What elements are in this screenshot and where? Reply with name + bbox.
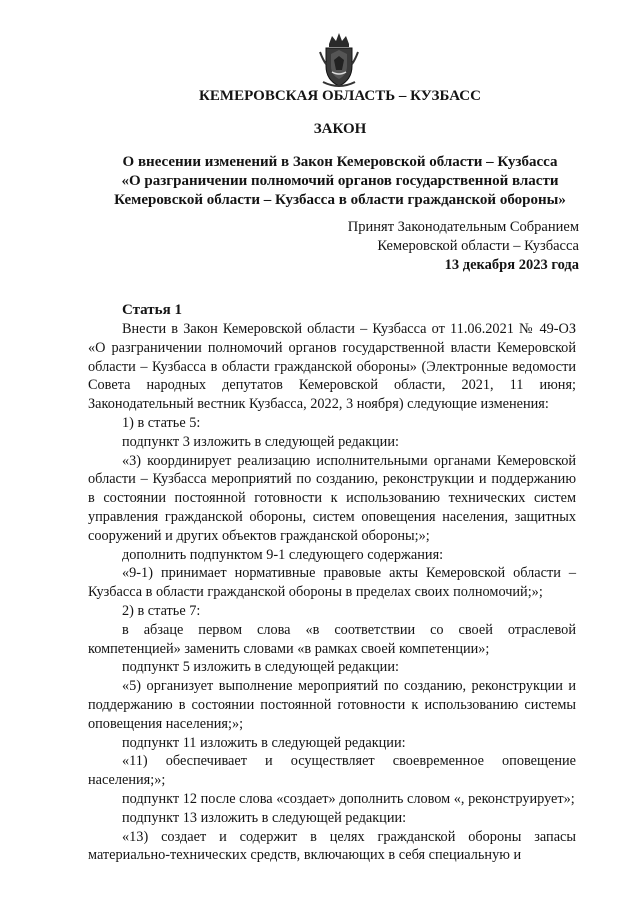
article-paragraph: «5) организует выполнение мероприятий по созданию, реконструкции и поддержанию в состоянии постоянной готовности к использованию системы оповещения населения;»; [88, 678, 576, 732]
document-type: ЗАКОН [313, 121, 367, 137]
article-title: Статья 1 [122, 302, 182, 318]
article-paragraph: «9-1) принимает нормативные правовые акты Кемеровской области – Кузбасса в области гражданской обороны в пределах своих полномочий;»; [88, 565, 576, 601]
article-paragraph: в абзаце первом слова «в соответствии со своей отраслевой компетенцией» заменить словами «в рамках своей компетенции»; [88, 621, 576, 657]
coat-of-arms-emblem [314, 30, 364, 90]
article-body [88, 320, 576, 865]
law-subject [60, 153, 620, 210]
article-paragraph: дополнить подпунктом 9-1 следующего содержания: [122, 546, 444, 563]
article-paragraph: 2) в статье 7: [122, 602, 201, 619]
article-paragraph: «13) создает и содержит в целях гражданской обороны запасы материально-технических средств, включающих в себя специальную и [88, 828, 576, 864]
region-title: КЕМЕРОВСКАЯ ОБЛАСТЬ – КУЗБАСС [199, 88, 481, 104]
adoption-date: 13 декабря 2023 года [444, 257, 579, 273]
adoption-line: Кемеровской области – Кузбасса [377, 238, 579, 254]
article-paragraph: подпункт 3 изложить в следующей редакции: [122, 433, 399, 450]
law-subject-line: Кемеровской области – Кузбасса в области гражданской обороны» [114, 192, 566, 208]
article-paragraph: Внести в Закон Кемеровской области – Кузбасса от 11.06.2021 № 49-ОЗ «О разграничении полномочий органов государственной власти Кемеровской области – Кузбасса в области гражданской обороны» (Электронные ведомости Совета народных депутатов Кемеровской области, 2021, 11 июня; Законодательный вестник Кузбасса, 2022, 3 ноября) следующие изменения: [88, 321, 576, 413]
article-paragraph: подпункт 12 после слова «создает» дополнить словом «, реконструирует»; [122, 790, 575, 807]
adoption-line: Принят Законодательным Собранием [347, 219, 579, 235]
article-paragraph: «11) обеспечивает и осуществляет своевременное оповещение населения;»; [88, 753, 576, 789]
law-subject-line: «О разграничении полномочий органов государственной власти [121, 173, 559, 189]
article-paragraph: 1) в статье 5: [122, 414, 201, 431]
adoption-block [279, 218, 579, 275]
article-paragraph: подпункт 5 изложить в следующей редакции: [122, 659, 399, 676]
article-paragraph: «3) координирует реализацию исполнительными органами Кемеровской области – Кузбасса мероприятий по созданию, реконструкции и поддержанию в состоянии постоянной готовности к использованию технических систем управления гражданской обороны, систем оповещения населения, защитных сооружений и других объектов гражданской обороны;»; [88, 452, 576, 544]
law-subject-line: О внесении изменений в Закон Кемеровской области – Кузбасса [122, 154, 558, 170]
article-paragraph: подпункт 13 изложить в следующей редакции: [122, 809, 407, 826]
article-paragraph: подпункт 11 изложить в следующей редакции: [122, 734, 406, 751]
